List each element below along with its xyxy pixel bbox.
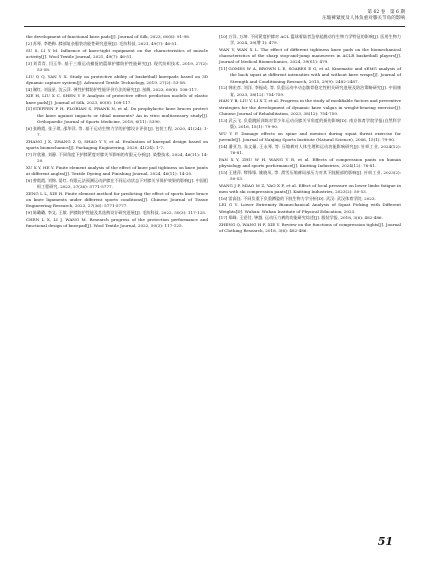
reference-text: WAN Y, WAN X L. The effect of different tightness knee pads on the biomechanical characteristics of the sharp stop-and-jump maneuvers in ACLR basketball players[J]. Journal of Medical Biomechanics, 2024, 39(S1): 479. [219, 47, 401, 65]
reference-text: 郑峰, 王党付, 钟越. 运动压力裤的功能研究综述[J]. 服装学报, 2018, 3(6): 482-486. [228, 215, 383, 221]
reference-text: SU S, LI Y M. Influence of knee-tight equipment on the characteristics of muscle activity[J]. Wool Textile Journal, 2021, 49(7): 46-51. [26, 47, 208, 59]
reference-entry [26, 165, 208, 177]
reference-text: ZHENG Q, WANG H F, XIE Y. Review on the functions of compression tights[J]. Journal of Clothing Research, 2018, 3(6): 482-486. [219, 222, 401, 234]
reference-entry [219, 131, 401, 143]
reference-text: WANG J P, MIAO M Z, YAO X F, et al. Effect of local pressure on lower limbs fatigue in men with ski compression pants[J]. Knitting Industries, 2023(2): 50-53. [219, 182, 401, 194]
reference-number: [13] [219, 117, 228, 123]
page-number: 51 [377, 535, 393, 548]
reference-text: 谢红, 刘显星, 沈云萍. 弹性护膝防护性能评价方法的研究[J]. 丝绸, 2023, 60(8): 108-117. [32, 86, 199, 92]
reference-text: the development of functional knee pads[J]. Journal of Silk, 2023, 60(8): 91-98. [26, 34, 191, 39]
reference-text: 武云飞. 负重跳跃训练对青少年运动员膝关节角度的损伤影响[D]. 南京体育学院学报(自然科学版), 2016, 15(1): 79-90. [228, 117, 401, 129]
reference-text: LEI G Y. Lower Extremity Biomechanical Analysis of Squat Picking with Different Weights[D]. Wuhan: Wuhan Institute of Physical Education, 2023. [219, 202, 401, 214]
reference-entry [26, 191, 208, 210]
reference-entry [219, 196, 401, 202]
reference-entry [219, 144, 401, 156]
reference-entry [26, 34, 208, 40]
reference-text: CHEN L X, LI J, WANG M. Research progress of the protection performance and functional design of kneepad[J]. Wool Textile Journal, 2022, 50(3): 117-125. [26, 216, 208, 228]
reference-number: [14] [219, 143, 228, 149]
reference-entry [219, 202, 401, 214]
reference-entry [219, 157, 401, 169]
reference-entry [26, 93, 208, 105]
reference-number: [12] [219, 85, 228, 91]
running-header [322, 10, 405, 23]
reference-entry [26, 87, 208, 93]
reference-number: [3] [26, 60, 32, 66]
reference-text: 陈璐璐, 李文, 王敏. 护膝防护性能及其选购设计研究进展[J]. 毛纺科技, 2022, 50(3): 117-125. [32, 209, 207, 215]
reference-number: [15] [219, 169, 228, 175]
running-title: 压缩裤紧度及人体负重对膝关节角的影响 [322, 16, 405, 22]
reference-text: ZHANG J X, ZHANG Z Q, SHAO Y Y, et al. Evaluation of kneepad design based on sports biomechanics[J]. Packaging Engineering, 2020, 41(24): 1-7. [26, 138, 208, 150]
reference-number: [11] [219, 66, 228, 72]
reference-text: LIU Q Q, YAN Y X. Study on protective ability of basketball kneepads based on 3D dynamic capture system[J]. Advanced Textile Technology, 2019, 27(2): 53-58. [26, 73, 208, 85]
reference-text: STEFFEN P H, FLORIAN S, FRANK N, et al. Do prophylactic knee braces protect the knee against impacts or tibial moments? An in vitro multisensory study[J]. Orthopaedic Journal of Sports Medicine, 2018, 6(11): 5390. [32, 106, 208, 124]
reference-entry [219, 98, 401, 117]
reference-text: 韩宏彦, 刘洋, 李振成, 等. 负重运动中动态髌骨稳定性相关研究进展及防治策略研究[J]. 中国康复, 2023, 38(12): 754-759. [228, 85, 401, 97]
reference-text: WU Y F. Damage effects on spine and menisci during squat threat exercise for juvenile[J]. Journal of Nanjing Sports Institute (Natural Science), 2006, 15(1): 79-90. [219, 130, 401, 142]
reference-list-right-column [219, 34, 401, 235]
reference-text: PAN X Y, ZHU W H, WANG Y R, et al. Effects of compression pants on human physiology and sports performance[J]. Knitting Industries, 2024(12): 76-81. [219, 156, 401, 168]
reference-number: [9] [26, 209, 32, 215]
reference-text: 刘青青, 闫玉华. 基于三维运动捕捉的篮球护膝防护性能研究[J]. 现代纺织技术, 2019, 27(2): 53-58. [32, 60, 208, 72]
reference-entry [26, 41, 208, 47]
reference-text: 曾霞霞, 刘锦, 晏红. 有限元法预测运动护膝在不同运动状态下对膝关节保护效果的影响[J]. 中国组织工程研究, 2023, 27(36): 5771-5777. [32, 177, 208, 189]
reference-entry [219, 215, 401, 221]
reference-text: HAN Y B, LIU Y, LI X T, et al. Progress in the study of modifiable factors and preventive strategies for the development of dynamic knee valgus in weight-bearing exercise[J]. Chinese Journal of Rehabilitation, 2023, 38(12): 754-759. [219, 98, 401, 116]
reference-text: 雷高钰. 不同负重下负重蹲姿的下肢生物力学分析[D]. 武汉: 武汉体育学院, 2023. [228, 195, 376, 201]
reference-entry [26, 217, 208, 229]
reference-number: [6] [26, 125, 32, 131]
reference-entry [26, 61, 208, 73]
reference-number: [4] [26, 86, 32, 92]
reference-text: 潘亚为, 朱文量, 王永琴, 等. 压缩裤对人体生理和运动功能影响研究[J]. 针织工业, 2024(12): 76-81. [228, 143, 401, 155]
reference-text: 许欣雅, 刘静. 不同角度下护膝紧度对膝关节影响的有限元分析[J]. 染整技术, 2024, 46(11): 14-20. [32, 151, 208, 163]
reference-text: GOMES W A, BROWN L E, SOARES E G, et al. Kinematic and sEMG analysis of the back squat at different intensities with and without knee wraps[J]. Journal of Strength and Conditioning Research, 2015, 29(9): 2482-2487. [228, 66, 401, 84]
reference-entry [219, 118, 401, 130]
reference-text: ZENG L L, XIE H. Finite element method for predicting the effect of sports knee brace on knee ligaments under different sports conditions[J]. Chinese Journal of Tissue Engineering Research, 2023, 27(36): 5771-5777. [26, 190, 208, 208]
reference-entry [26, 48, 208, 60]
reference-entry [26, 106, 208, 125]
reference-number: [7] [26, 151, 32, 157]
reference-text: 苏琴, 李艳梅. 膝部复杂服装功能性研究进展[J]. 毛纺科技, 2021, 49(7): 46-51. [32, 40, 178, 46]
reference-number: [17] [219, 215, 228, 221]
journal-volume-issue: 第 62 卷 第 6 期 [367, 10, 405, 15]
reference-entry [26, 210, 208, 216]
reference-entry [219, 183, 401, 195]
reference-entry [219, 66, 401, 85]
reference-text: 王建萍, 缪锋锋, 姚晓凤, 等. 滑雪压缩裤局部压力对其下肢腿部的影响[J]. 针织工业, 2023(2): 50-53. [228, 169, 401, 181]
reference-text: 万洋, 万坤. 不同紧度护膝对 ACL 篮球着陆者急停起跳动作生物力学特征的影响[J]. 医用生物力学, 2024, 39(增 1): 479. [228, 34, 401, 46]
reference-entry [26, 74, 208, 86]
reference-entry [26, 126, 208, 138]
reference-number: [5] [26, 106, 32, 112]
reference-entry [219, 222, 401, 234]
reference-entry [219, 85, 401, 97]
reference-number: [10] [219, 34, 228, 39]
reference-text: XU X Y, HE Y. Finite element analysis of the effect of knee pad tightness on knee joints at different angles[J]. Textile Dyeing and Finishing Journal, 2024, 46(11): 14-20. [26, 164, 208, 176]
reference-list-left-column [26, 34, 208, 230]
reference-number: [16] [219, 195, 228, 201]
header-divider [24, 26, 405, 27]
reference-entry [26, 152, 208, 164]
reference-entry [26, 139, 208, 151]
reference-entry [219, 34, 401, 46]
reference-number: [8] [26, 177, 32, 183]
reference-text: 张梅霞, 张子琪, 邵华洋, 等. 基于运动生物力学的护膝设计评价[J]. 包装工程, 2020, 41(24): 1-7. [32, 125, 208, 137]
reference-number: [2] [26, 40, 32, 46]
reference-entry [219, 47, 401, 66]
reference-entry [219, 170, 401, 182]
reference-entry [26, 178, 208, 190]
reference-text: XIE H, LIU X C, SHEN Y P. Analysis of protective effect prediction models of elastic knee pads[J]. Journal of Silk, 2023, 60(8): 108-117. [26, 93, 208, 105]
